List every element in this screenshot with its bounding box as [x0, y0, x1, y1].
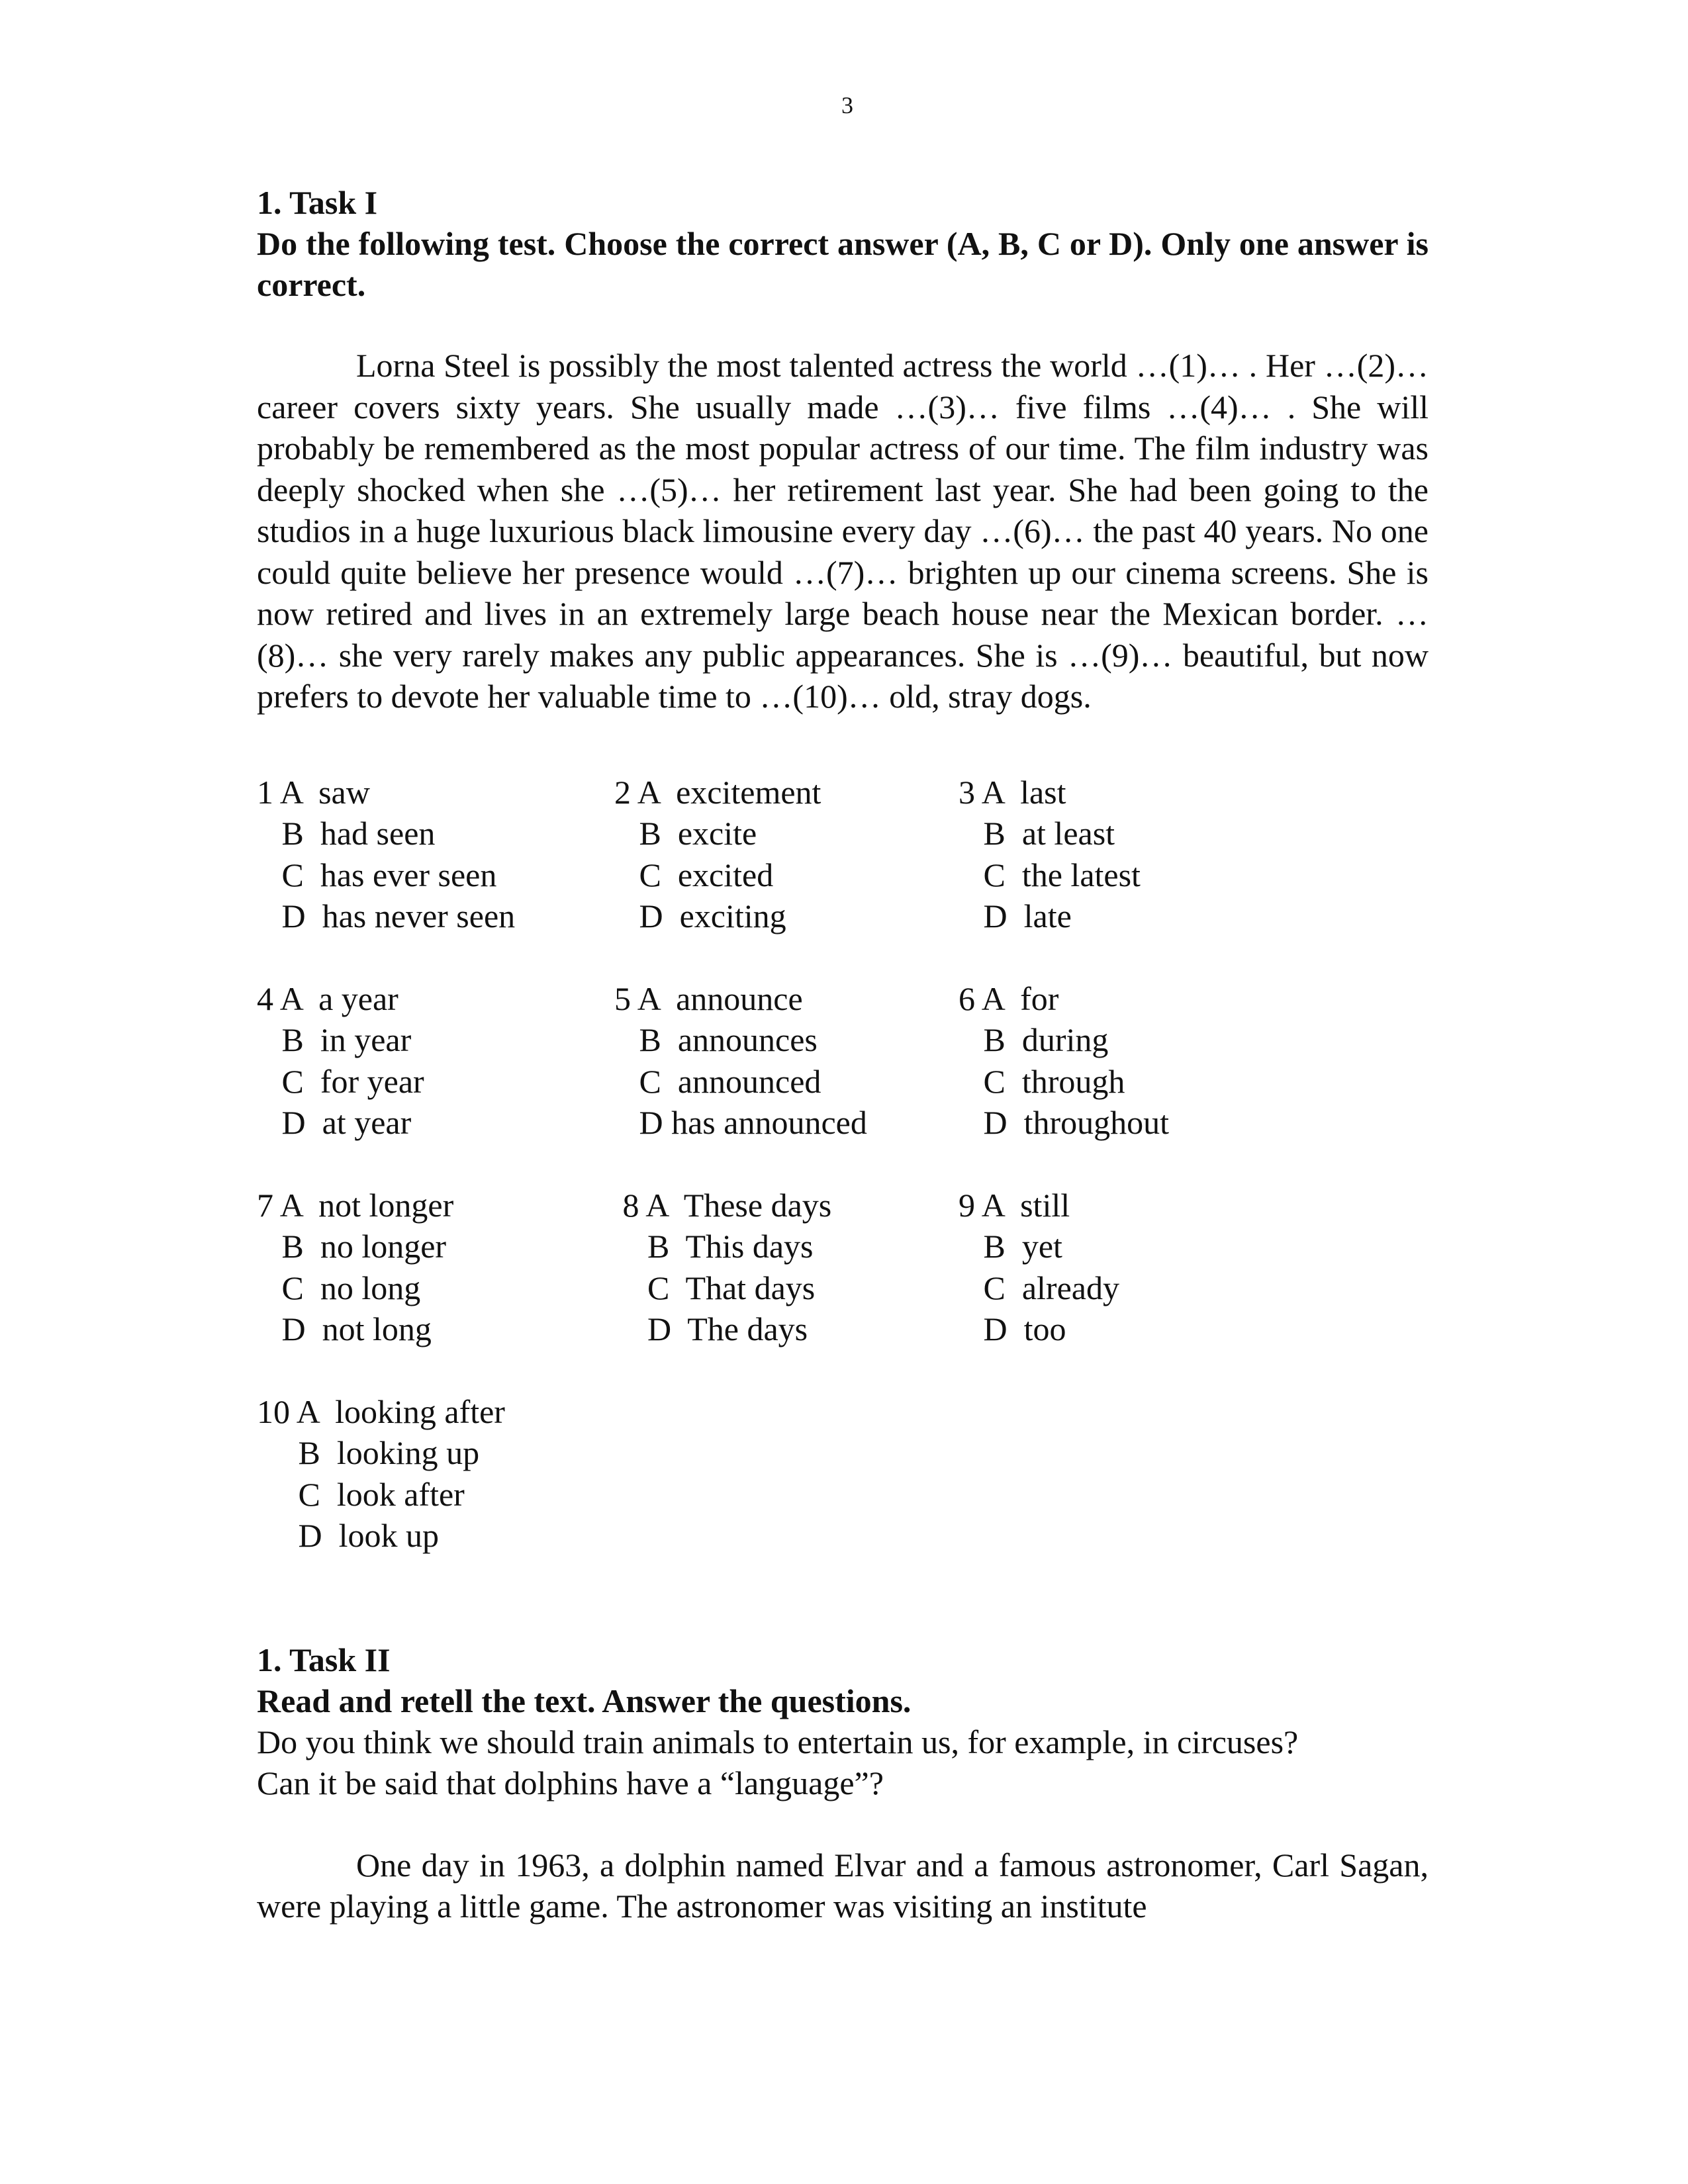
question-5-options — [614, 978, 959, 1144]
task2-section — [257, 1639, 1429, 1927]
option-line: C through — [959, 1062, 1125, 1100]
option-line: 3 A last — [959, 773, 1066, 811]
option-line: B at least — [959, 815, 1115, 852]
option-line: D has never seen — [257, 897, 516, 934]
option-line: D not long — [257, 1310, 432, 1347]
document-body — [257, 182, 1429, 1927]
options-row — [257, 772, 1429, 937]
task2-question-1: Do you think we should train animals to entertain us, for example, in circuses? — [257, 1723, 1299, 1760]
option-line: D too — [959, 1310, 1066, 1347]
option-line: 9 A still — [959, 1186, 1070, 1224]
task2-instruction: Read and retell the text. Answer the questions. — [257, 1682, 912, 1719]
task1-instruction: Do the following test. Choose the correct answer (A, B, C or D). Only one answer is correct. — [257, 225, 1429, 303]
option-line: C excited — [614, 856, 774, 893]
option-line: B excite — [614, 815, 757, 852]
option-line: D late — [959, 897, 1072, 934]
options-row — [257, 1391, 1429, 1557]
option-line: 4 A a year — [257, 979, 399, 1017]
option-line: B during — [959, 1021, 1109, 1058]
option-line: B yet — [959, 1228, 1062, 1265]
option-line: D has announced — [614, 1104, 867, 1141]
option-line: 1 A saw — [257, 773, 370, 811]
option-line: C announced — [614, 1062, 821, 1100]
option-line: 2 A excitement — [614, 773, 821, 811]
question-6-options — [959, 978, 1316, 1144]
option-line: B no longer — [257, 1228, 447, 1265]
question-2-options — [614, 772, 959, 937]
option-line: B This days — [614, 1228, 814, 1265]
option-line: 7 A not longer — [257, 1186, 454, 1224]
option-line: B announces — [614, 1021, 818, 1058]
page-number: 3 — [841, 92, 853, 118]
option-line: 5 A announce — [614, 979, 803, 1017]
option-line: D at year — [257, 1104, 412, 1141]
answer-options — [257, 772, 1429, 1557]
option-line: B looking up — [257, 1434, 480, 1471]
question-7-options — [257, 1185, 614, 1350]
option-line: 10 A looking after — [257, 1392, 505, 1430]
option-line: C no long — [257, 1269, 421, 1306]
option-line: D throughout — [959, 1104, 1170, 1141]
question-9-options — [959, 1185, 1316, 1350]
option-line: C the latest — [959, 856, 1141, 893]
option-line: D exciting — [614, 897, 786, 934]
option-line: 8 A These days — [614, 1186, 832, 1224]
option-line: C has ever seen — [257, 856, 497, 893]
question-8-options — [614, 1185, 959, 1350]
task1-passage: Lorna Steel is possibly the most talented actress the world …(1)… . Her …(2)… career covers sixty years. She usually made …(3)… five films …(4)… . She will probably be remembered as the most popular actress of our time. The film industry was deeply shocked when she …(5)… her retirement last year. She had been going to the studios in a huge luxurious black limousine every day …(6)… the past 40 years. No one could quite believe her presence would …(7)… brighten up our cinema screens. She is now retired and lives in an extremely large beach house near the Mexican border. …(8)… she very rarely makes any public appearances. She is …(9)… beautiful, but now prefers to devote her valuable time to …(10)… old, stray dogs. — [257, 347, 1429, 715]
question-1-options — [257, 772, 614, 937]
task2-question-2: Can it be said that dolphins have a “language”? — [257, 1764, 884, 1801]
option-line: C for year — [257, 1062, 424, 1100]
option-line: D look up — [257, 1517, 439, 1554]
option-line: C look after — [257, 1475, 465, 1513]
options-row — [257, 978, 1429, 1144]
option-line: B had seen — [257, 815, 436, 852]
option-line: D The days — [614, 1310, 808, 1347]
option-line: C already — [959, 1269, 1119, 1306]
task1-title: 1. Task I — [257, 184, 378, 221]
option-line: 6 A for — [959, 979, 1059, 1017]
option-line: C That days — [614, 1269, 816, 1306]
task2-title: 1. Task II — [257, 1641, 391, 1678]
question-4-options — [257, 978, 614, 1144]
option-line: B in year — [257, 1021, 412, 1058]
question-10-options — [257, 1391, 614, 1557]
task2-passage: One day in 1963, a dolphin named Elvar and a famous astronomer, Carl Sagan, were playing a little game. The astronomer was visiting an institute — [257, 1846, 1429, 1925]
options-row — [257, 1185, 1429, 1350]
question-3-options — [959, 772, 1316, 937]
